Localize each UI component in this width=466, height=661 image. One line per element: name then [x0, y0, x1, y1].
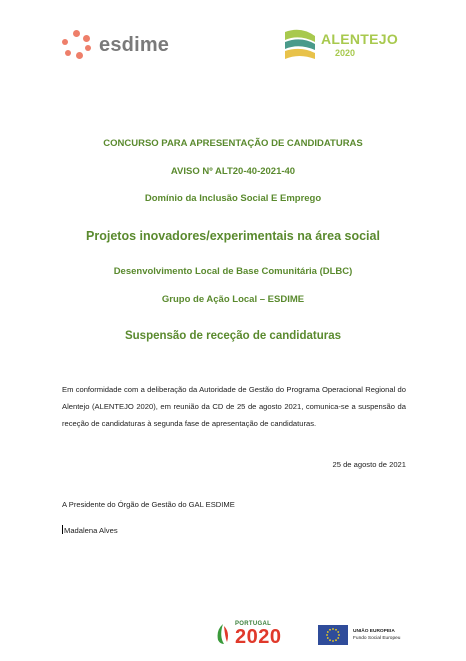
- alentejo-2020-logo: [283, 26, 398, 64]
- contest-title: CONCURSO PARA APRESENTAÇÃO DE CANDIDATURAS: [103, 138, 363, 149]
- portugal-logo-year: 2020: [235, 626, 282, 648]
- notice-number: AVISO Nº ALT20-40-2021-40: [170, 166, 296, 177]
- eu-logo-line2: Fundo Social Europeu: [353, 636, 401, 641]
- dlbc-line: Desenvolvimento Local de Base Comunitária (DLBC): [113, 266, 353, 277]
- portugal-logo-icon: [215, 622, 231, 646]
- signer-role: A Presidente do Órgão de Gestão do GAL ESDIME: [62, 500, 235, 509]
- esdime-logo-icon: [62, 30, 92, 60]
- eu-flag-icon: [318, 625, 348, 645]
- alentejo-logo-year: 2020: [335, 48, 356, 58]
- project-title: Projetos inovadores/experimentais na área social: [86, 229, 380, 243]
- esdime-logo-text: esdime: [99, 33, 170, 56]
- signer-name: Madalena Alves: [64, 526, 118, 535]
- alentejo-logo-name: ALENTEJO: [321, 31, 399, 47]
- suspension-title: Suspensão de receção de candidaturas: [124, 330, 342, 342]
- text-cursor: [62, 525, 63, 534]
- portugal-2020-logo: [215, 621, 282, 647]
- gal-line: Grupo de Ação Local – ESDIME: [161, 294, 305, 305]
- body-paragraph: Em conformidade com a deliberação da Autoridade de Gestão do Programa Operacional Regional do Alentejo (ALENTEJO 2020), em reunião da CD de 25 de agosto 2021, comunica-se a suspensão da receção de candidaturas à segunda fase de apresentação de candidaturas.: [62, 385, 406, 428]
- eu-logo-line1: UNIÃO EUROPEIA: [353, 628, 395, 634]
- alentejo-logo-icon: [283, 28, 317, 62]
- portugal-logo-label: PORTUGAL: [235, 621, 272, 627]
- document-date: 25 de agosto de 2021: [332, 460, 406, 469]
- esdime-logo: [62, 30, 169, 60]
- eu-logo: [318, 625, 400, 645]
- domain-line: Domínio da Inclusão Social E Emprego: [144, 193, 322, 204]
- signer-name-line: [62, 525, 118, 535]
